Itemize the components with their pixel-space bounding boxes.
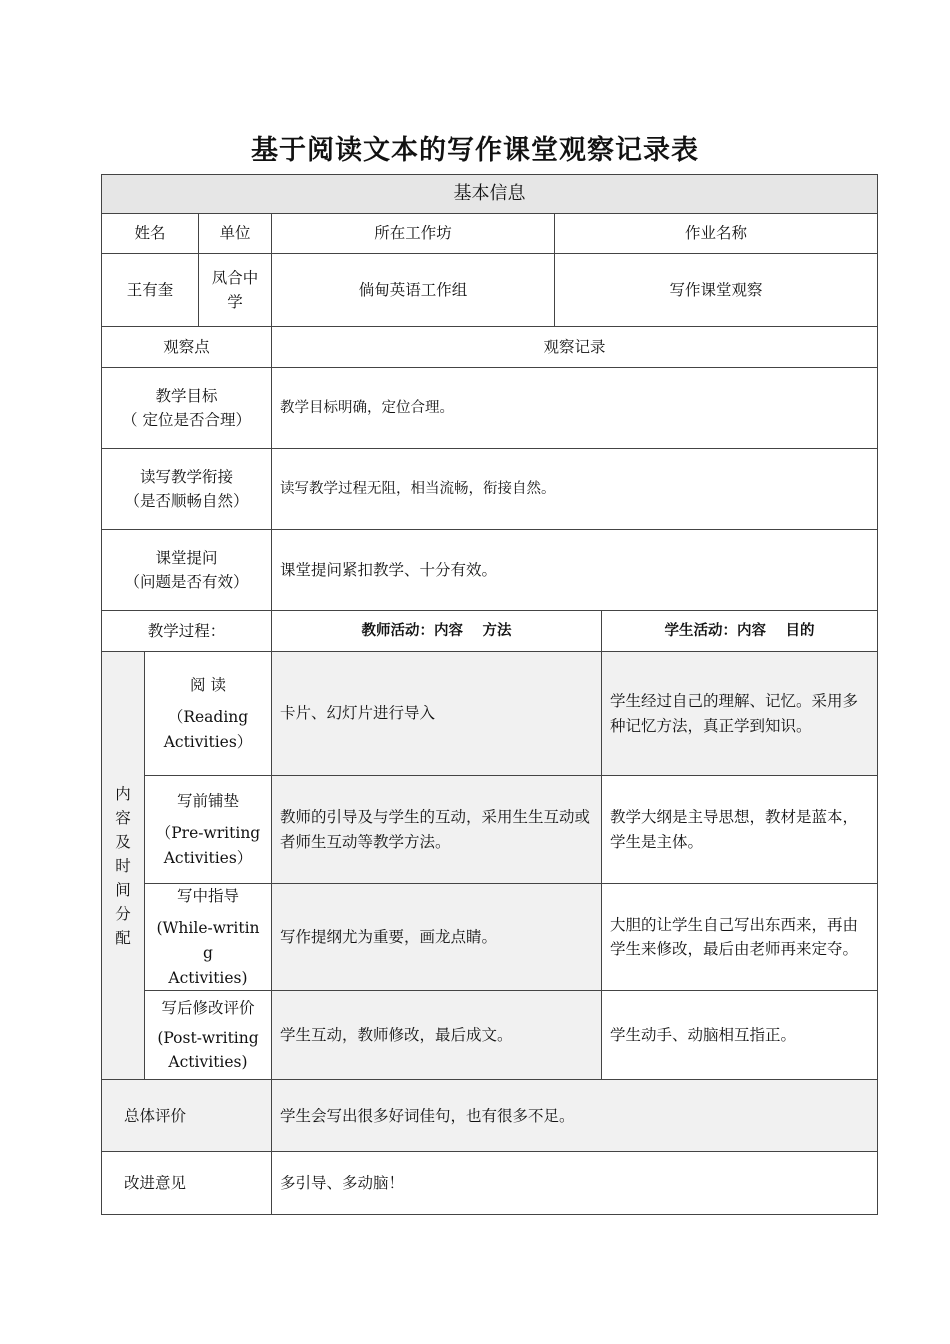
observation-point-sub: （是否顺畅自然）	[124, 492, 249, 510]
observation-form	[101, 174, 878, 1215]
teacher-activity-header: 教师活动：内容 方法	[272, 611, 602, 652]
stage-name-cn: 阅 读	[190, 675, 226, 694]
unit-label: 单位	[199, 214, 272, 254]
observation-header-row	[102, 327, 878, 368]
name-value: 王有奎	[102, 254, 199, 327]
stage-name-en: (While-writing	[156, 919, 260, 962]
overall-evaluation-label: 总体评价	[102, 1080, 272, 1152]
page-title: 基于阅读文本的写作课堂观察记录表	[251, 135, 699, 166]
stage-name-en: Activities)	[168, 968, 248, 987]
observation-record: 教学目标明确，定位合理。	[272, 368, 878, 449]
stage-name	[145, 652, 272, 776]
process-header-row	[102, 611, 878, 652]
name-label: 姓名	[102, 214, 199, 254]
basic-info-label-row	[102, 214, 878, 254]
stage-row-while-writing	[102, 884, 878, 991]
stage-name-en: Activities)	[168, 1053, 248, 1072]
student-activity: 教学大纲是主导思想，教材是蓝本，学生是主体。	[602, 776, 878, 884]
stage-name-en: Activities）	[163, 848, 253, 867]
observation-point-label: 课堂提问	[155, 548, 218, 567]
stage-name-en: (Post-writing	[157, 1028, 259, 1047]
observation-row	[102, 368, 878, 449]
teacher-activity: 学生互动，教师修改，最后成文。	[272, 991, 602, 1080]
improvement-label: 改进意见	[102, 1152, 272, 1215]
stage-name-en: （Pre-writing	[155, 823, 261, 842]
stage-name	[145, 776, 272, 884]
overall-evaluation-value: 学生会写出很多好词佳句，也有很多不足。	[272, 1080, 878, 1152]
assignment-value: 写作课堂观察	[555, 254, 878, 327]
teacher-activity: 教师的引导及与学生的互动，采用生生互动或者师生互动等教学方法。	[272, 776, 602, 884]
stage-name-cn: 写后修改评价	[161, 998, 255, 1017]
observation-point	[102, 368, 272, 449]
stage-name	[145, 991, 272, 1080]
student-activity: 学生经过自己的理解、记忆。采用多种记忆方法，真正学到知识。	[602, 652, 878, 776]
stage-name	[145, 884, 272, 991]
observation-record: 课堂提问紧扣教学、十分有效。	[272, 530, 878, 611]
unit-value-line2: 学	[227, 293, 243, 311]
content-time-allocation-label: 内 容 及 时 间 分 配	[102, 652, 145, 1080]
observation-record-header: 观察记录	[272, 327, 878, 368]
unit-value-line1: 凤合中	[211, 268, 259, 287]
student-activity-header: 学生活动：内容 目的	[602, 611, 878, 652]
observation-point-header: 观察点	[102, 327, 272, 368]
observation-row	[102, 449, 878, 530]
workshop-label: 所在工作坊	[272, 214, 555, 254]
observation-point	[102, 449, 272, 530]
student-activity: 大胆的让学生自己写出东西来，再由学生来修改，最后由老师再来定夺。	[602, 884, 878, 991]
stage-row-reading	[102, 652, 878, 776]
teacher-activity: 写作提纲尤为重要，画龙点睛。	[272, 884, 602, 991]
assignment-label: 作业名称	[555, 214, 878, 254]
basic-info-header: 基本信息	[102, 175, 878, 214]
student-activity: 学生动手、动脑相互指正。	[602, 991, 878, 1080]
basic-info-value-row	[102, 254, 878, 327]
observation-row	[102, 530, 878, 611]
improvement-value: 多引导、多动脑！	[272, 1152, 878, 1215]
observation-point	[102, 530, 272, 611]
teacher-activity: 卡片、幻灯片进行导入	[272, 652, 602, 776]
overall-evaluation-row	[102, 1080, 878, 1152]
process-label: 教学过程：	[102, 611, 272, 652]
stage-name-en: （Reading	[167, 707, 249, 726]
observation-point-sub: （ 定位是否合理）	[122, 411, 251, 429]
stage-name-cn: 写中指导	[176, 887, 239, 905]
stage-row-pre-writing	[102, 776, 878, 884]
observation-point-sub: （问题是否有效）	[124, 573, 249, 591]
stage-row-post-writing	[102, 991, 878, 1080]
basic-info-header-row	[102, 175, 878, 214]
observation-record: 读写教学过程无阻，相当流畅，衔接自然。	[272, 449, 878, 530]
improvement-row	[102, 1152, 878, 1215]
workshop-value: 倘甸英语工作组	[272, 254, 555, 327]
observation-point-label: 读写教学衔接	[139, 467, 233, 486]
stage-name-en: Activities）	[163, 732, 253, 751]
observation-point-label: 教学目标	[155, 386, 218, 405]
unit-value	[199, 254, 272, 327]
stage-name-cn: 写前铺垫	[176, 791, 239, 810]
